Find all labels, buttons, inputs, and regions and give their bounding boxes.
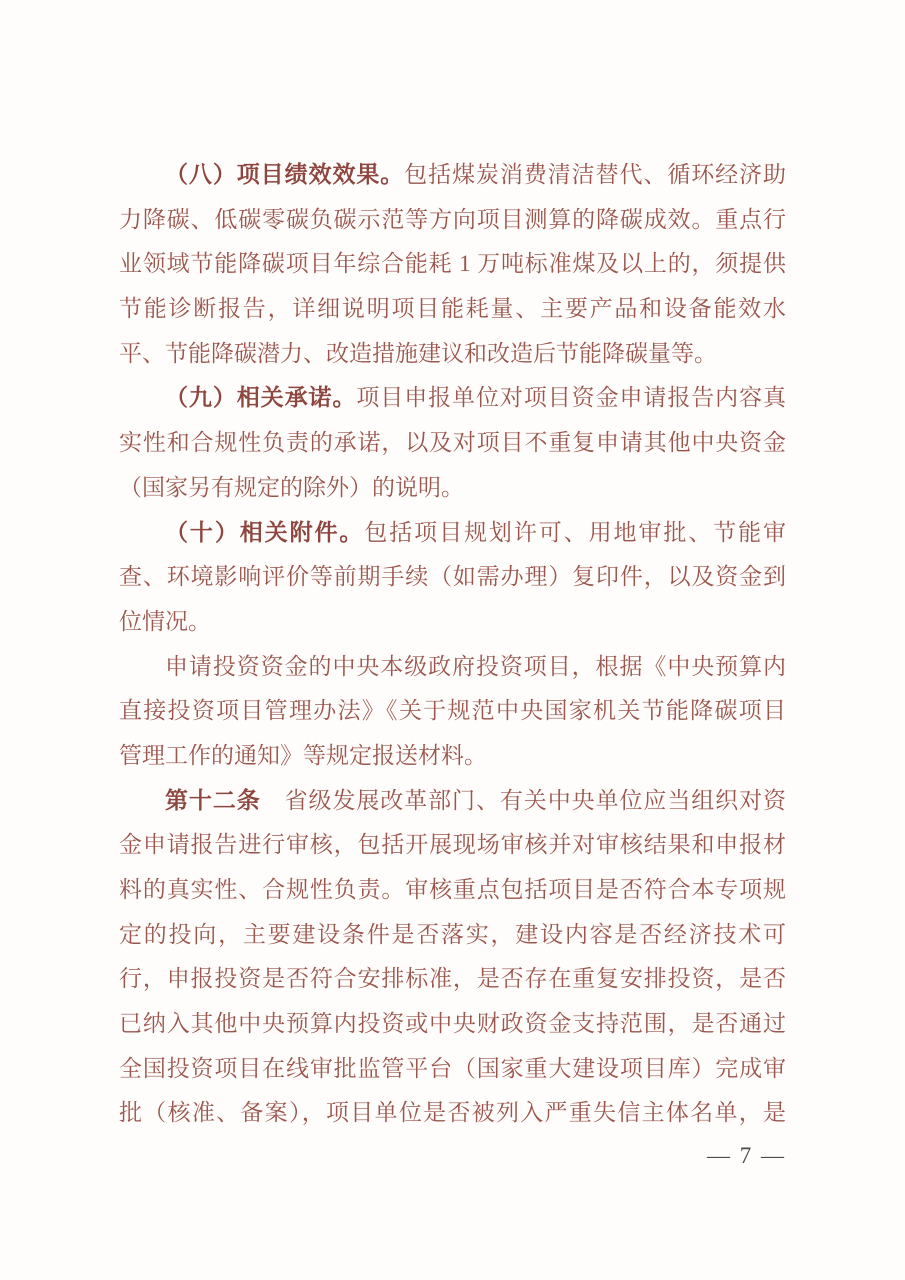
text-run: 包括煤炭消费清洁替代、循环经济助 (404, 162, 787, 187)
text-line (119, 957, 786, 1002)
text-run: 节能诊断报告，详细说明项目能耗量、主要产品和设备能效水 (119, 296, 786, 322)
text-line (119, 242, 786, 287)
text-run: 直接投资项目管理办法》《关于规范中央国家机关节能降碳项目 (119, 698, 786, 724)
text-line (119, 198, 786, 243)
text-line (119, 1047, 786, 1092)
text-run: 平、节能降碳潜力、改造措施建议和改造后节能降碳量等。 (119, 340, 717, 366)
text-run: 管理工作的通知》等规定报送材料。 (119, 742, 487, 768)
text-run: 实性和合规性负责的承诺，以及对项目不重复申请其他中央资金 (119, 430, 786, 456)
text-line (119, 689, 786, 734)
text-run: 包括项目规划许可、用地审批、节能审 (364, 519, 787, 545)
text-run: 批（核准、备案），项目单位是否被列入严重失信主体名单，是 (119, 1100, 786, 1126)
section-heading: （九）相关承诺。 (165, 385, 357, 411)
text-line (119, 823, 786, 868)
text-line (119, 421, 786, 466)
text-line (119, 376, 786, 421)
text-line (119, 779, 786, 824)
text-run: 业领域节能降碳项目年综合能耗 1 万吨标准煤及以上的，须提供 (119, 251, 786, 277)
text-line (119, 466, 786, 511)
text-run: 位情况。 (119, 608, 211, 634)
text-run: 申请投资资金的中央本级政府投资项目，根据《中央预算内 (165, 653, 786, 679)
page-number: — 7 — (707, 1143, 786, 1168)
text-line (119, 600, 786, 645)
text-line (119, 913, 786, 958)
text-line (119, 1091, 786, 1136)
text-run: 查、环境影响评价等前期手续（如需办理）复印件，以及资金到 (119, 564, 786, 590)
text-line (119, 1002, 786, 1047)
section-heading: （八）项目绩效效果。 (165, 162, 405, 187)
text-line (119, 332, 786, 377)
text-run: 金申请报告进行审核，包括开展现场审核并对审核结果和申报材 (119, 832, 786, 858)
text-run: 料的真实性、合规性负责。审核重点包括项目是否符合本专项规 (119, 877, 786, 902)
text-run: （国家另有规定的除外）的说明。 (119, 474, 464, 500)
document-body (119, 153, 786, 1136)
text-line (119, 734, 786, 779)
text-line (119, 511, 786, 556)
text-line (119, 287, 786, 332)
text-line (119, 645, 786, 690)
text-line (119, 868, 786, 913)
text-run: 定的投向，主要建设条件是否落实，建设内容是否经济技术可 (119, 921, 786, 947)
text-run: 行，申报投资是否符合安排标准，是否存在重复安排投资，是否 (119, 966, 786, 992)
text-line (119, 153, 786, 198)
text-run: 力降碳、低碳零碳负碳示范等方向项目测算的降碳成效。重点行 (119, 206, 786, 232)
text-run: 全国投资项目在线审批监管平台（国家重大建设项目库）完成审 (119, 1055, 786, 1081)
text-run: 已纳入其他中央预算内投资或中央财政资金支持范围，是否通过 (119, 1011, 786, 1037)
text-run: 项目申报单位对项目资金申请报告内容真 (356, 385, 787, 411)
text-run: 省级发展改革部门、有关中央单位应当组织对资 (260, 787, 787, 813)
article-heading: 第十二条 (165, 787, 261, 813)
text-line (119, 555, 786, 600)
section-heading: （十）相关附件。 (165, 519, 365, 545)
